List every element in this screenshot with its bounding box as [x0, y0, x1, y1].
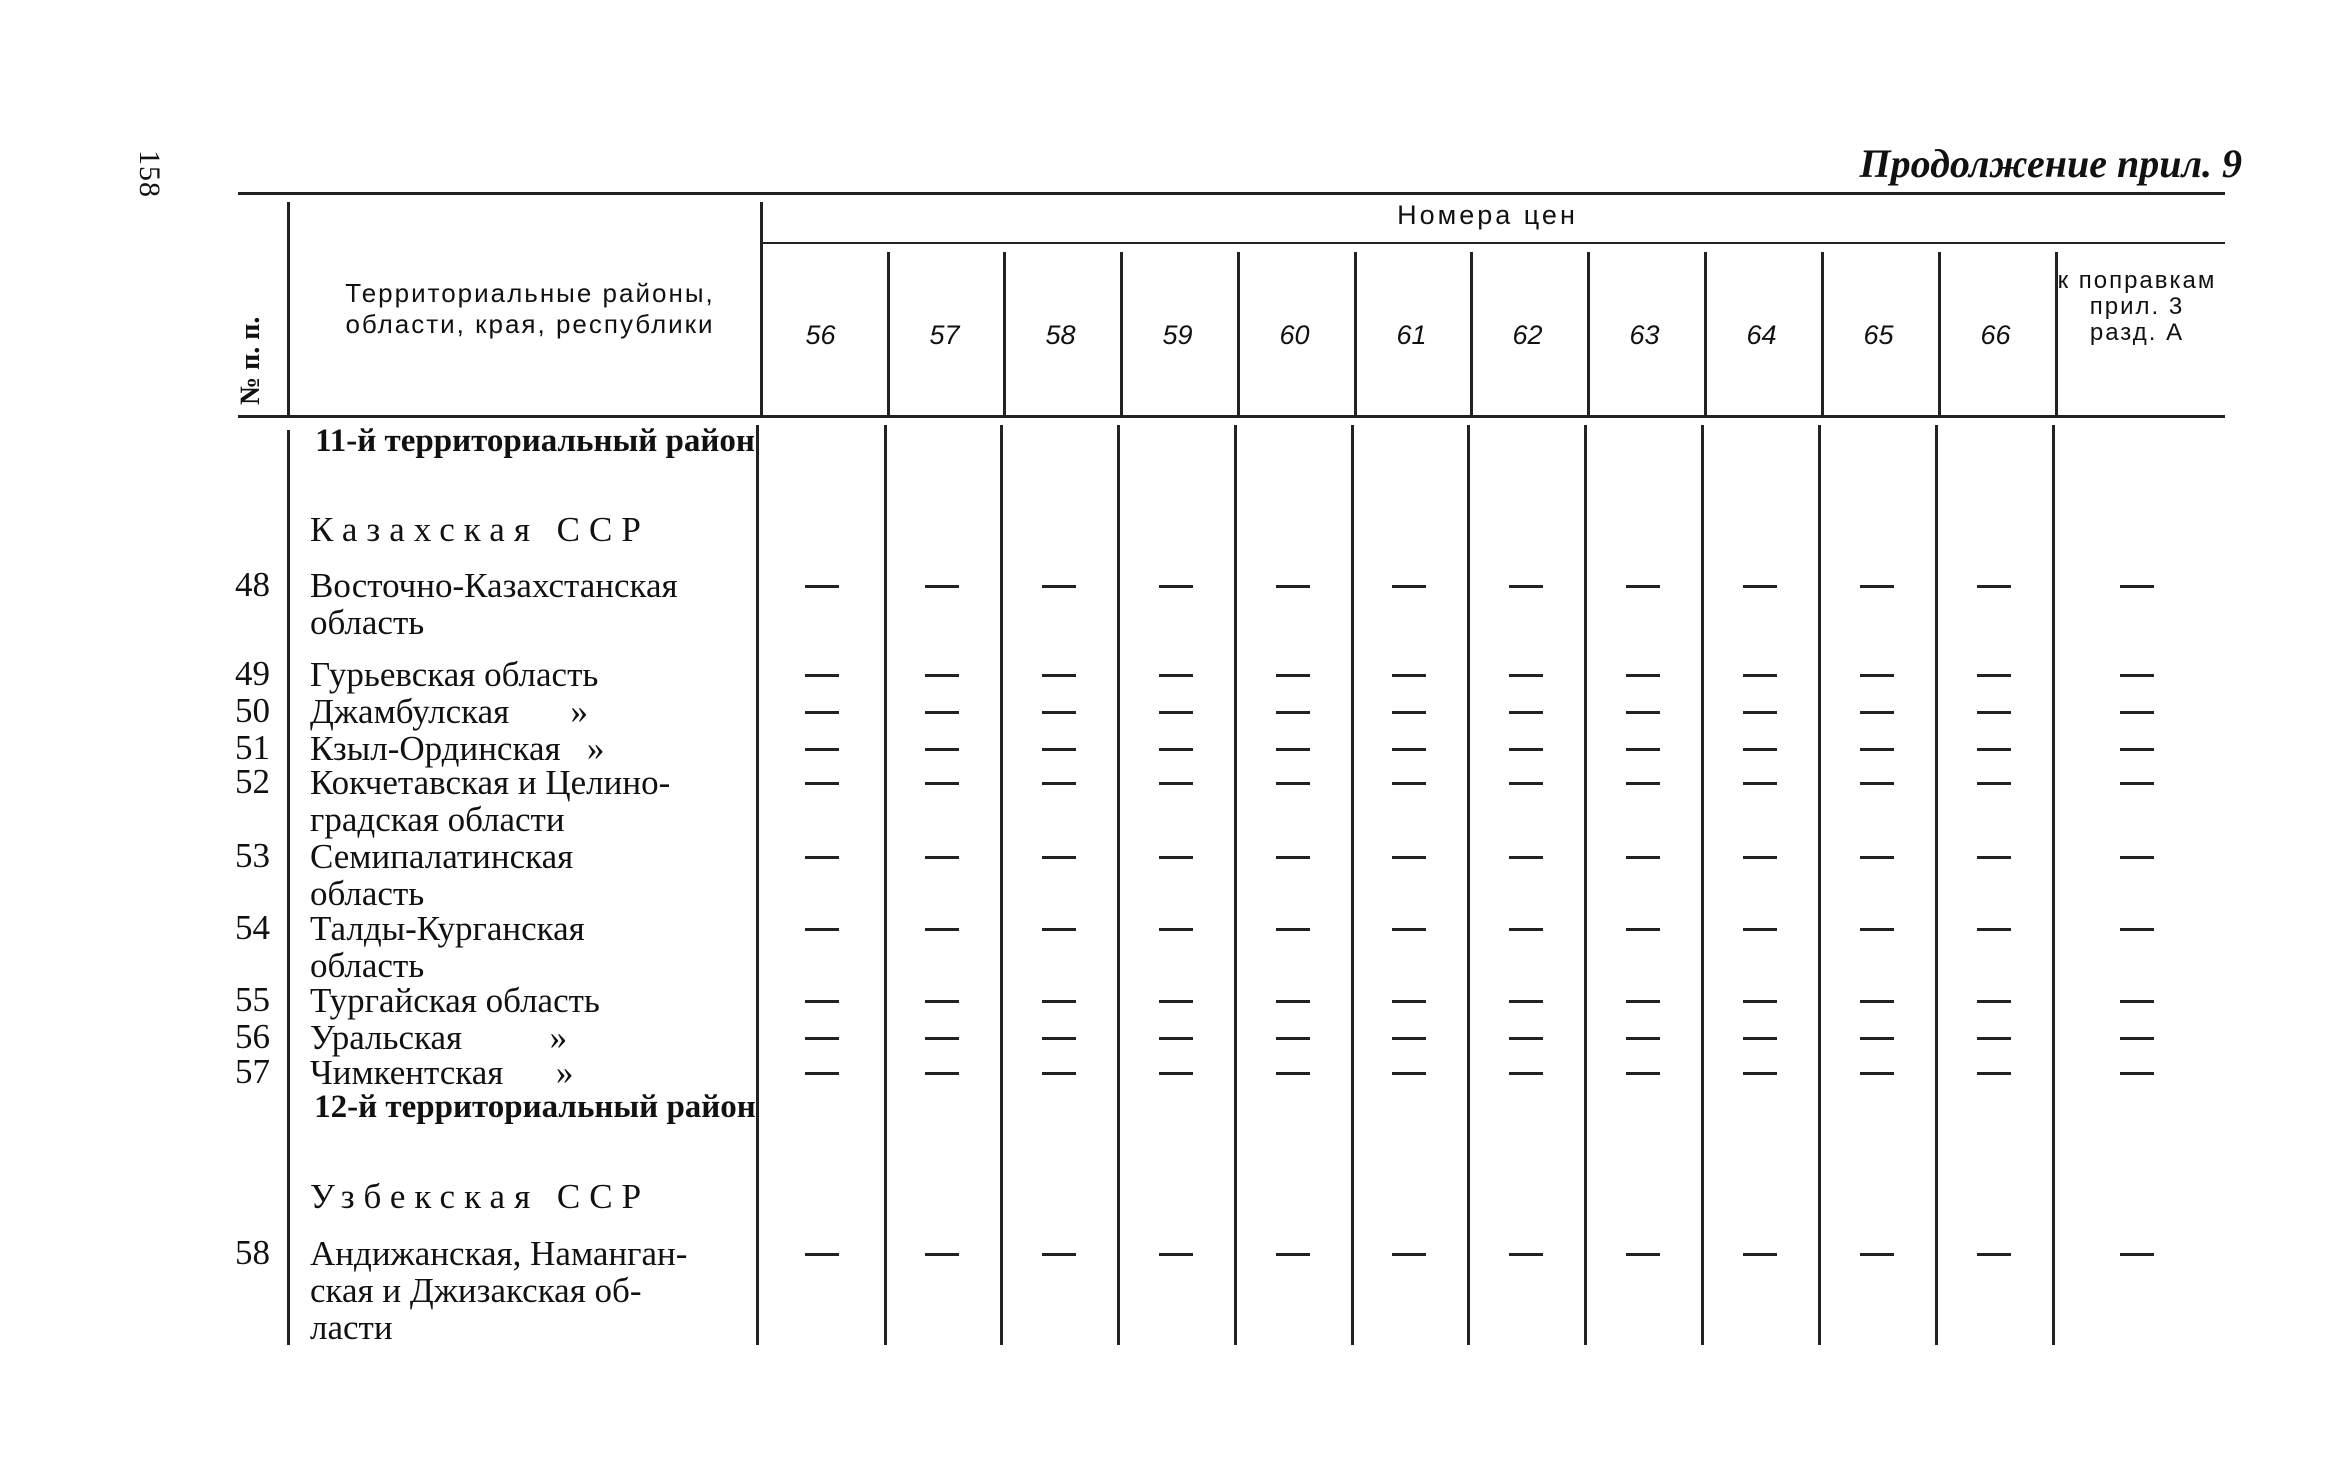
price-number-header: 62 — [1512, 320, 1543, 350]
row-number: 49 — [235, 654, 270, 693]
row-territory-name-line: Кокчетавская и Целино- — [310, 763, 671, 802]
table-cell-dash — [1626, 1000, 1660, 1003]
table-cell-dash — [1392, 1253, 1426, 1256]
table-cell-dash — [1042, 748, 1076, 751]
table-cell-dash — [1042, 711, 1076, 714]
table-cell-dash — [1392, 1037, 1426, 1040]
table-cell-dash — [1276, 1000, 1310, 1003]
row-number: 55 — [235, 980, 270, 1019]
table-top-rule — [238, 192, 2225, 195]
row-number: 54 — [235, 908, 270, 947]
price-column-rule — [1818, 425, 1821, 1345]
price-column-rule — [1935, 425, 1938, 1345]
table-cell-dash — [925, 856, 959, 859]
table-cell-dash — [805, 1000, 839, 1003]
price-column-rule — [1234, 425, 1237, 1345]
price-number-header: 60 — [1279, 320, 1310, 350]
table-cell-dash — [1860, 1000, 1894, 1003]
row-number: 50 — [235, 691, 270, 730]
row-territory-name-line: ская и Джизакская об- — [310, 1271, 642, 1310]
table-cell-dash — [1626, 585, 1660, 588]
row-territory-name-line: Талды-Курганская — [310, 909, 585, 948]
table-cell-dash — [1509, 782, 1543, 785]
price-number-header: 66 — [1980, 320, 2011, 350]
table-cell-dash — [1743, 856, 1777, 859]
table-cell-dash — [2120, 856, 2154, 859]
table-cell-dash — [1042, 1253, 1076, 1256]
row-territory-name — [310, 567, 678, 641]
row-territory-name — [310, 1235, 687, 1346]
continuation-caption: Продолжение прил. 9 — [1859, 141, 2242, 186]
table-cell-dash — [805, 1072, 839, 1075]
territory-column-rule-header — [760, 202, 763, 415]
table-cell-dash — [1042, 782, 1076, 785]
table-cell-dash — [1276, 674, 1310, 677]
page-number: 158 — [133, 150, 166, 198]
table-cell-dash — [1392, 674, 1426, 677]
table-cell-dash — [1392, 748, 1426, 751]
table-cell-dash — [1042, 856, 1076, 859]
table-cell-dash — [1860, 748, 1894, 751]
table-cell-dash — [1392, 782, 1426, 785]
table-cell-dash — [1743, 1072, 1777, 1075]
row-territory-name-line: Гурьевская область — [310, 655, 599, 694]
table-cell-dash — [1860, 782, 1894, 785]
table-cell-dash — [1509, 1037, 1543, 1040]
row-territory-name-line: Чимкентская » — [310, 1053, 574, 1092]
table-cell-dash — [1276, 585, 1310, 588]
table-cell-dash — [1977, 1072, 2011, 1075]
table-cell-dash — [2120, 1072, 2154, 1075]
table-cell-dash — [1509, 856, 1543, 859]
table-cell-dash — [1159, 748, 1193, 751]
table-cell-dash — [1743, 1253, 1777, 1256]
table-cell-dash — [1626, 1072, 1660, 1075]
row-territory-name-line: Кзыл-Ординская » — [310, 729, 605, 768]
table-cell-dash — [1977, 711, 2011, 714]
table-cell-dash — [1042, 585, 1076, 588]
price-number-header: 64 — [1746, 320, 1777, 350]
row-territory-name — [310, 838, 573, 912]
price-number-header: 58 — [1045, 320, 1076, 350]
price-column-rule — [1351, 425, 1354, 1345]
row-territory-name — [310, 1019, 567, 1056]
table-cell-dash — [1860, 711, 1894, 714]
table-cell-dash — [1743, 674, 1777, 677]
table-cell-dash — [1509, 585, 1543, 588]
price-column-rule — [1000, 425, 1003, 1345]
table-cell-dash — [1860, 1072, 1894, 1075]
table-cell-dash — [1860, 1253, 1894, 1256]
price-column-rule — [884, 425, 887, 1345]
table-cell-dash — [2120, 748, 2154, 751]
table-cell-dash — [1159, 782, 1193, 785]
table-cell-dash — [1509, 1253, 1543, 1256]
table-cell-dash — [1509, 711, 1543, 714]
table-cell-dash — [925, 674, 959, 677]
table-cell-dash — [1626, 782, 1660, 785]
num-column-rule — [287, 430, 290, 1345]
table-cell-dash — [1743, 1000, 1777, 1003]
row-territory-name — [310, 730, 604, 767]
price-number-header: 57 — [929, 320, 960, 350]
column-header-corrections: к поправкам прил. 3 разд. А — [2057, 267, 2217, 346]
table-cell-dash — [805, 782, 839, 785]
row-territory-name-line: ласти — [310, 1308, 393, 1347]
table-cell-dash — [805, 1253, 839, 1256]
table-cell-dash — [1977, 585, 2011, 588]
table-cell-dash — [1860, 856, 1894, 859]
table-cell-dash — [1509, 928, 1543, 931]
table-cell-dash — [1626, 748, 1660, 751]
table-cell-dash — [1276, 748, 1310, 751]
table-cell-dash — [925, 782, 959, 785]
republic-kazakh: Казахская ССР — [310, 510, 650, 549]
table-cell-dash — [925, 928, 959, 931]
table-cell-dash — [1159, 711, 1193, 714]
table-cell-dash — [1042, 928, 1076, 931]
table-cell-dash — [2120, 1000, 2154, 1003]
table-cell-dash — [925, 1000, 959, 1003]
section-title-11: 11-й территориальный район — [315, 423, 755, 459]
table-cell-dash — [2120, 711, 2154, 714]
table-cell-dash — [1159, 674, 1193, 677]
table-cell-dash — [1159, 1000, 1193, 1003]
territory-column-rule — [756, 425, 759, 1345]
table-cell-dash — [1392, 711, 1426, 714]
table-cell-dash — [1977, 856, 2011, 859]
table-cell-dash — [1159, 1072, 1193, 1075]
table-cell-dash — [1276, 856, 1310, 859]
table-cell-dash — [1626, 1037, 1660, 1040]
price-number-header: 59 — [1162, 320, 1193, 350]
row-territory-name-line: Андижанская, Наманган- — [310, 1234, 688, 1273]
table-cell-dash — [1392, 1072, 1426, 1075]
table-cell-dash — [1509, 674, 1543, 677]
price-number-header: 63 — [1629, 320, 1660, 350]
table-cell-dash — [2120, 1253, 2154, 1256]
table-cell-dash — [1392, 585, 1426, 588]
table-cell-dash — [925, 748, 959, 751]
row-number: 56 — [235, 1017, 270, 1056]
row-number: 58 — [235, 1233, 270, 1272]
row-territory-name — [310, 1054, 573, 1091]
table-cell-dash — [805, 856, 839, 859]
row-number: 51 — [235, 728, 270, 767]
table-cell-dash — [1860, 585, 1894, 588]
table-cell-dash — [1626, 928, 1660, 931]
row-territory-name-line: область — [310, 603, 425, 642]
table-cell-dash — [2120, 782, 2154, 785]
row-territory-name-line: область — [310, 874, 425, 913]
prices-header-rule — [763, 242, 2225, 244]
table-cell-dash — [2120, 928, 2154, 931]
price-number-header: 56 — [805, 320, 836, 350]
row-number: 52 — [235, 762, 270, 801]
row-territory-name — [310, 910, 585, 984]
row-territory-name — [310, 656, 598, 693]
table-cell-dash — [805, 585, 839, 588]
table-cell-dash — [925, 1253, 959, 1256]
row-territory-name-line: градская области — [310, 800, 565, 839]
table-cell-dash — [1977, 1037, 2011, 1040]
row-territory-name-line: Семипалатинская — [310, 837, 574, 876]
row-number: 53 — [235, 836, 270, 875]
table-cell-dash — [1042, 674, 1076, 677]
row-territory-name — [310, 982, 600, 1019]
table-cell-dash — [2120, 674, 2154, 677]
row-territory-name-line: Джамбулская » — [310, 692, 589, 731]
table-cell-dash — [1509, 748, 1543, 751]
price-number-header: 61 — [1396, 320, 1427, 350]
table-cell-dash — [1626, 711, 1660, 714]
table-cell-dash — [1042, 1000, 1076, 1003]
table-cell-dash — [1276, 711, 1310, 714]
table-cell-dash — [1626, 856, 1660, 859]
table-cell-dash — [925, 585, 959, 588]
table-cell-dash — [925, 1037, 959, 1040]
table-cell-dash — [1977, 1000, 2011, 1003]
table-cell-dash — [1977, 782, 2011, 785]
table-cell-dash — [1392, 856, 1426, 859]
price-column-rule — [1701, 425, 1704, 1345]
table-cell-dash — [1860, 674, 1894, 677]
table-cell-dash — [805, 711, 839, 714]
column-header-territory: Территориальные районы, области, края, республики — [345, 278, 715, 339]
row-territory-name — [310, 693, 588, 730]
table-cell-dash — [1159, 1037, 1193, 1040]
price-column-rule — [1467, 425, 1470, 1345]
table-cell-dash — [1860, 1037, 1894, 1040]
price-column-rule — [2052, 425, 2055, 1345]
table-cell-dash — [2120, 1037, 2154, 1040]
table-cell-dash — [1977, 928, 2011, 931]
row-territory-name-line: Уральская » — [310, 1018, 568, 1057]
table-cell-dash — [1392, 928, 1426, 931]
table-cell-dash — [1743, 782, 1777, 785]
price-column-rule — [1117, 425, 1120, 1345]
table-cell-dash — [1977, 674, 2011, 677]
price-number-header: 65 — [1863, 320, 1894, 350]
row-number: 48 — [235, 565, 270, 604]
table-cell-dash — [1509, 1000, 1543, 1003]
row-territory-name-line: Тургайская область — [310, 981, 600, 1020]
table-cell-dash — [1042, 1037, 1076, 1040]
table-cell-dash — [1860, 928, 1894, 931]
republic-uzbek: Узбекская ССР — [310, 1177, 651, 1216]
table-cell-dash — [1159, 1253, 1193, 1256]
table-cell-dash — [1743, 711, 1777, 714]
row-territory-name — [310, 764, 670, 838]
table-cell-dash — [805, 674, 839, 677]
table-cell-dash — [1626, 674, 1660, 677]
section-title-12: 12-й территориальный район — [314, 1089, 756, 1125]
row-number: 57 — [235, 1052, 270, 1091]
table-cell-dash — [1977, 748, 2011, 751]
row-territory-name-line: Восточно-Казахстанская — [310, 566, 678, 605]
table-cell-dash — [1977, 1253, 2011, 1256]
table-cell-dash — [1509, 1072, 1543, 1075]
price-column-rule — [1584, 425, 1587, 1345]
table-cell-dash — [805, 1037, 839, 1040]
header-bottom-rule — [238, 415, 2225, 418]
table-cell-dash — [1743, 1037, 1777, 1040]
table-cell-dash — [1276, 1037, 1310, 1040]
table-cell-dash — [2120, 585, 2154, 588]
num-column-rule-header — [287, 202, 290, 415]
table-cell-dash — [1042, 1072, 1076, 1075]
table-cell-dash — [805, 748, 839, 751]
table-cell-dash — [1626, 1253, 1660, 1256]
column-header-prices: Номера цен — [1397, 200, 1578, 230]
table-cell-dash — [1276, 782, 1310, 785]
table-cell-dash — [1743, 585, 1777, 588]
table-cell-dash — [925, 1072, 959, 1075]
column-header-number: № п. п. — [235, 316, 266, 405]
table-cell-dash — [1159, 585, 1193, 588]
row-territory-name-line: область — [310, 946, 425, 985]
table-cell-dash — [1159, 856, 1193, 859]
table-cell-dash — [925, 711, 959, 714]
table-cell-dash — [805, 928, 839, 931]
table-cell-dash — [1159, 928, 1193, 931]
table-cell-dash — [1743, 748, 1777, 751]
table-cell-dash — [1276, 928, 1310, 931]
table-cell-dash — [1276, 1072, 1310, 1075]
table-cell-dash — [1276, 1253, 1310, 1256]
table-cell-dash — [1743, 928, 1777, 931]
table-cell-dash — [1392, 1000, 1426, 1003]
